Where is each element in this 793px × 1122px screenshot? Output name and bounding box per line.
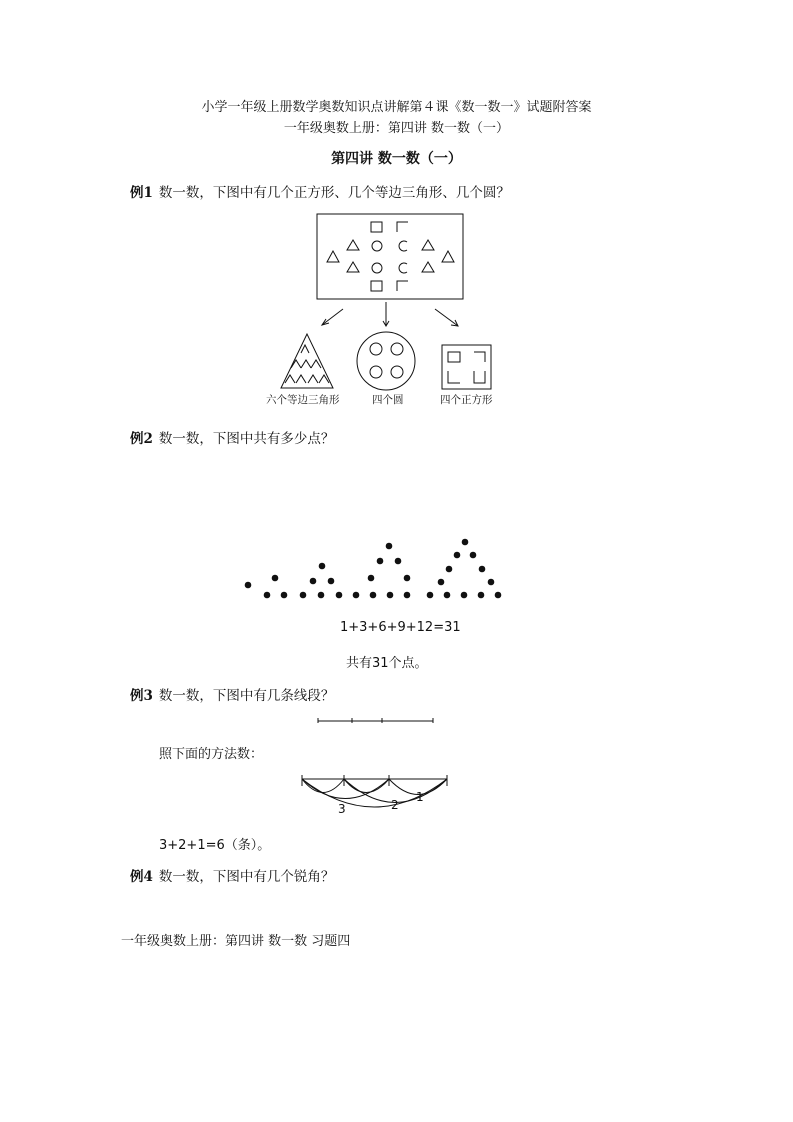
example2-question: 数一数，下图中共有多少点？ xyxy=(158,431,335,447)
arc-label-2: 2 xyxy=(391,798,399,812)
example3-question: 数一数，下图中有几条线段？ xyxy=(158,688,335,704)
lecture-title: 第四讲 数一数（一） xyxy=(331,151,462,167)
example4-question-line xyxy=(130,865,334,885)
arc-label-3: 3 xyxy=(338,802,346,816)
arc-label-1: 1 xyxy=(416,790,424,804)
caption-squares: 四个正方形 xyxy=(440,394,493,406)
example3-answer: 3+2+1=6（条）。 xyxy=(159,838,271,853)
caption-triangles: 六个等边三角形 xyxy=(266,394,340,406)
example2-formula: 1+3+6+9+12=31 xyxy=(340,620,461,635)
example3-method: 照下面的方法数： xyxy=(159,747,264,762)
example2-answer: 共有31个点。 xyxy=(346,656,428,671)
example1-label: 例1 xyxy=(130,185,153,201)
example3-label: 例3 xyxy=(130,688,153,704)
document-title: 小学一年级上册数学奥数知识点讲解第４课《数一数一》试题附答案 xyxy=(201,100,592,115)
example1-question: 数一数，下图中有几个正方形、几个等边三角形、几个圆？ xyxy=(158,185,510,201)
example4-question: 数一数，下图中有几个锐角？ xyxy=(158,869,335,885)
example4-label: 例4 xyxy=(130,869,153,885)
document-subtitle: 一年级奥数上册：第四讲 数一数（一） xyxy=(283,121,510,136)
exercise-title: 一年级奥数上册：第四讲 数一数 习题四 xyxy=(121,934,351,949)
example2-label: 例2 xyxy=(130,431,153,447)
caption-circles: 四个圆 xyxy=(372,394,404,406)
